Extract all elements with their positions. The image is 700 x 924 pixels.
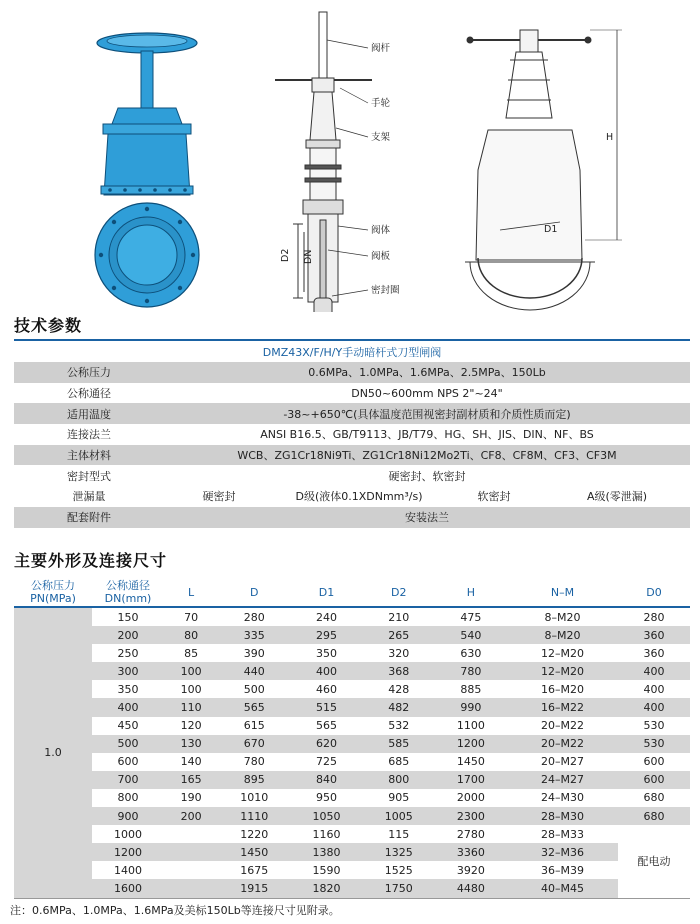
spec-label: 连接法兰 [14, 424, 164, 445]
table-cell: 1600 [92, 879, 164, 898]
table-cell: 360 [618, 626, 690, 644]
table-cell: 1325 [363, 843, 435, 861]
table-cell: 540 [435, 626, 507, 644]
table-cell: 1100 [435, 717, 507, 735]
table-cell: 280 [218, 607, 290, 626]
table-cell [164, 843, 218, 861]
spec-row [14, 362, 690, 383]
table-cell: 1200 [92, 843, 164, 861]
table-cell: 20–M27 [507, 753, 618, 771]
table-cell: 20–M22 [507, 717, 618, 735]
table-cell: 24–M30 [507, 789, 618, 807]
table-row [14, 662, 690, 680]
table-cell: 1110 [218, 807, 290, 825]
table-cell: 85 [164, 644, 218, 662]
table-cell: 780 [435, 662, 507, 680]
table-cell: 295 [290, 626, 362, 644]
table-cell: 600 [92, 753, 164, 771]
table-cell: 140 [164, 753, 218, 771]
spec-row [14, 465, 690, 486]
table-cell: 885 [435, 680, 507, 698]
table-cell: 120 [164, 717, 218, 735]
table-cell: 335 [218, 626, 290, 644]
section-drawing [275, 12, 372, 312]
dimensions-heading: 主要外形及连接尺寸 [14, 551, 168, 570]
table-cell: 1675 [218, 861, 290, 879]
table-row [14, 644, 690, 662]
table-cell: 532 [363, 717, 435, 735]
table-cell: 670 [218, 735, 290, 753]
spec-row [14, 383, 690, 404]
table-cell: 565 [290, 717, 362, 735]
table-cell: 1820 [290, 879, 362, 898]
table-cell: 400 [618, 680, 690, 698]
table-cell: 700 [92, 771, 164, 789]
table-cell: 530 [618, 735, 690, 753]
table-cell: 1700 [435, 771, 507, 789]
motor-note: 配电动 [618, 825, 690, 898]
table-cell: 620 [290, 735, 362, 753]
spec-value: DN50~600mm NPS 2"~24" [164, 383, 690, 404]
table-cell: 280 [618, 607, 690, 626]
table-cell: 4480 [435, 879, 507, 898]
spec-value: 0.6MPa、1.0MPa、1.6MPa、2.5MPa、150Lb [164, 362, 690, 383]
table-cell: 1010 [218, 789, 290, 807]
spec-table [14, 339, 690, 528]
table-cell: 265 [363, 626, 435, 644]
label-bracket: 支架 [371, 132, 391, 143]
table-cell: 40–M45 [507, 879, 618, 898]
table-cell: 130 [164, 735, 218, 753]
table-cell: 1590 [290, 861, 362, 879]
table-cell: 400 [618, 698, 690, 716]
table-cell: 350 [92, 680, 164, 698]
table-cell: 428 [363, 680, 435, 698]
table-row [14, 789, 690, 807]
table-cell: 500 [218, 680, 290, 698]
table-cell: 360 [618, 644, 690, 662]
table-cell: 2000 [435, 789, 507, 807]
header-d: D [218, 578, 290, 607]
header-pn-line1: 公称压力 [31, 579, 75, 592]
table-row [14, 698, 690, 716]
footnote: 注：0.6MPa、1.0MPa、1.6MPa及美标150Lb等连接尺寸见附录。 [10, 904, 340, 917]
table-cell: 900 [92, 807, 164, 825]
table-cell [164, 861, 218, 879]
table-cell: 350 [290, 644, 362, 662]
spec-row [14, 445, 690, 466]
header-dn [92, 578, 164, 607]
table-cell: 600 [618, 771, 690, 789]
table-cell: 2300 [435, 807, 507, 825]
table-cell: 450 [92, 717, 164, 735]
header-d2: D2 [363, 578, 435, 607]
table-row [14, 607, 690, 626]
dim-d1: D1 [544, 224, 558, 235]
table-cell: 100 [164, 680, 218, 698]
table-row [14, 825, 690, 843]
spec-row [14, 403, 690, 424]
header-l: L [164, 578, 218, 607]
spec-row [14, 507, 690, 528]
table-row [14, 771, 690, 789]
header-dn-line1: 公称通径 [106, 579, 150, 592]
header-dn-line2: DN(mm) [104, 592, 152, 605]
table-cell: 725 [290, 753, 362, 771]
table-cell: 1000 [92, 825, 164, 843]
product-title: DMZ43X/F/H/Y手动暗杆式刀型闸阀 [14, 340, 690, 362]
table-cell: 28–M30 [507, 807, 618, 825]
table-cell: 20–M22 [507, 735, 618, 753]
table-cell: 1200 [435, 735, 507, 753]
table-cell: 190 [164, 789, 218, 807]
valve-illustration [95, 33, 199, 307]
table-cell: 460 [290, 680, 362, 698]
table-row [14, 843, 690, 861]
table-cell: 950 [290, 789, 362, 807]
spec-label: 泄漏量 [14, 486, 164, 507]
label-stem: 阀杆 [371, 43, 391, 54]
table-cell: 150 [92, 607, 164, 626]
table-cell: 515 [290, 698, 362, 716]
leakage-soft-value: A级(零泄漏) [544, 486, 690, 507]
table-cell: 685 [363, 753, 435, 771]
table-cell: 1005 [363, 807, 435, 825]
table-cell: 1160 [290, 825, 362, 843]
table-cell: 70 [164, 607, 218, 626]
header-h: H [435, 578, 507, 607]
table-cell: 1220 [218, 825, 290, 843]
table-cell: 800 [363, 771, 435, 789]
table-cell: 368 [363, 662, 435, 680]
table-cell: 400 [618, 662, 690, 680]
table-row [14, 753, 690, 771]
table-row [14, 735, 690, 753]
table-cell: 200 [164, 807, 218, 825]
table-cell: 210 [363, 607, 435, 626]
spec-heading: 技术参数 [14, 316, 83, 335]
table-cell: 1915 [218, 879, 290, 898]
table-cell: 16–M20 [507, 680, 618, 698]
table-row [14, 680, 690, 698]
table-cell: 895 [218, 771, 290, 789]
label-handwheel: 手轮 [371, 98, 391, 109]
table-row [14, 879, 690, 898]
spec-label: 配套附件 [14, 507, 164, 528]
header-n-m: N–M [507, 578, 618, 607]
table-cell: 680 [618, 789, 690, 807]
table-cell: 615 [218, 717, 290, 735]
dim-d2: D2 [280, 248, 291, 262]
table-cell: 440 [218, 662, 290, 680]
table-cell: 1750 [363, 879, 435, 898]
table-cell: 115 [363, 825, 435, 843]
table-cell: 565 [218, 698, 290, 716]
table-cell: 1525 [363, 861, 435, 879]
table-cell: 240 [290, 607, 362, 626]
label-gate: 阀板 [371, 251, 391, 262]
spec-value: WCB、ZG1Cr18Ni9Ti、ZG1Cr18Ni12Mo2Ti、CF8、CF8M、CF3、CF3M [164, 445, 690, 466]
table-cell: 780 [218, 753, 290, 771]
table-cell: 36–M39 [507, 861, 618, 879]
leakage-soft-label: 软密封 [444, 486, 544, 507]
table-cell: 110 [164, 698, 218, 716]
table-cell: 8–M20 [507, 626, 618, 644]
table-cell: 680 [618, 807, 690, 825]
table-cell: 482 [363, 698, 435, 716]
dimensions-body [14, 607, 690, 898]
table-row [14, 626, 690, 644]
header-d0: D0 [618, 578, 690, 607]
table-cell: 300 [92, 662, 164, 680]
spec-label: 主体材料 [14, 445, 164, 466]
spec-label: 适用温度 [14, 403, 164, 424]
table-cell: 1450 [435, 753, 507, 771]
table-cell: 500 [92, 735, 164, 753]
spec-value: 硬密封、软密封 [164, 465, 690, 486]
table-cell: 12–M20 [507, 644, 618, 662]
table-cell: 8–M20 [507, 607, 618, 626]
table-cell: 475 [435, 607, 507, 626]
table-cell: 1400 [92, 861, 164, 879]
table-cell: 1450 [218, 843, 290, 861]
table-cell: 250 [92, 644, 164, 662]
table-cell: 1050 [290, 807, 362, 825]
table-cell: 80 [164, 626, 218, 644]
table-cell [164, 825, 218, 843]
header-pn [14, 578, 92, 607]
spec-label: 公称压力 [14, 362, 164, 383]
spec-value: 安装法兰 [164, 507, 690, 528]
table-cell: 3920 [435, 861, 507, 879]
spec-label: 密封型式 [14, 465, 164, 486]
leakage-hard-label: 硬密封 [164, 486, 274, 507]
table-cell: 530 [618, 717, 690, 735]
table-row [14, 861, 690, 879]
dimensions-table [14, 578, 690, 899]
dim-h: H [606, 132, 614, 143]
table-cell: 390 [218, 644, 290, 662]
dim-dn: DN [303, 249, 314, 264]
table-cell: 1380 [290, 843, 362, 861]
spec-row [14, 424, 690, 445]
spec-value: -38~+650℃(具体温度范围视密封副材质和介质性质而定) [164, 403, 690, 424]
outline-drawing [465, 30, 622, 310]
table-cell: 16–M22 [507, 698, 618, 716]
table-cell: 630 [435, 644, 507, 662]
table-cell: 100 [164, 662, 218, 680]
table-cell: 165 [164, 771, 218, 789]
table-cell: 400 [92, 698, 164, 716]
spec-label: 公称通径 [14, 383, 164, 404]
table-cell: 800 [92, 789, 164, 807]
table-cell: 585 [363, 735, 435, 753]
table-cell: 32–M36 [507, 843, 618, 861]
table-row [14, 717, 690, 735]
table-cell: 400 [290, 662, 362, 680]
valve-drawings [0, 0, 700, 312]
dimensions-header-row [14, 578, 690, 607]
spec-title-row [14, 340, 690, 362]
label-seal: 密封圈 [371, 285, 400, 296]
table-cell: 320 [363, 644, 435, 662]
table-cell: 990 [435, 698, 507, 716]
table-row [14, 807, 690, 825]
table-cell: 12–M20 [507, 662, 618, 680]
label-body: 阀体 [371, 225, 391, 236]
table-cell: 840 [290, 771, 362, 789]
spec-row-leakage [14, 486, 690, 507]
header-pn-line2: PN(MPa) [30, 592, 76, 605]
leakage-hard-value: D级(液体0.1XDNmm³/s) [274, 486, 444, 507]
table-cell: 2780 [435, 825, 507, 843]
table-cell [164, 879, 218, 898]
table-cell: 200 [92, 626, 164, 644]
pn-value: 1.0 [14, 607, 92, 898]
table-cell: 28–M33 [507, 825, 618, 843]
table-cell: 905 [363, 789, 435, 807]
table-cell: 24–M27 [507, 771, 618, 789]
header-d1: D1 [290, 578, 362, 607]
table-cell: 600 [618, 753, 690, 771]
spec-value: ANSI B16.5、GB/T9113、JB/T79、HG、SH、JIS、DIN、NF、BS [164, 424, 690, 445]
table-cell: 3360 [435, 843, 507, 861]
